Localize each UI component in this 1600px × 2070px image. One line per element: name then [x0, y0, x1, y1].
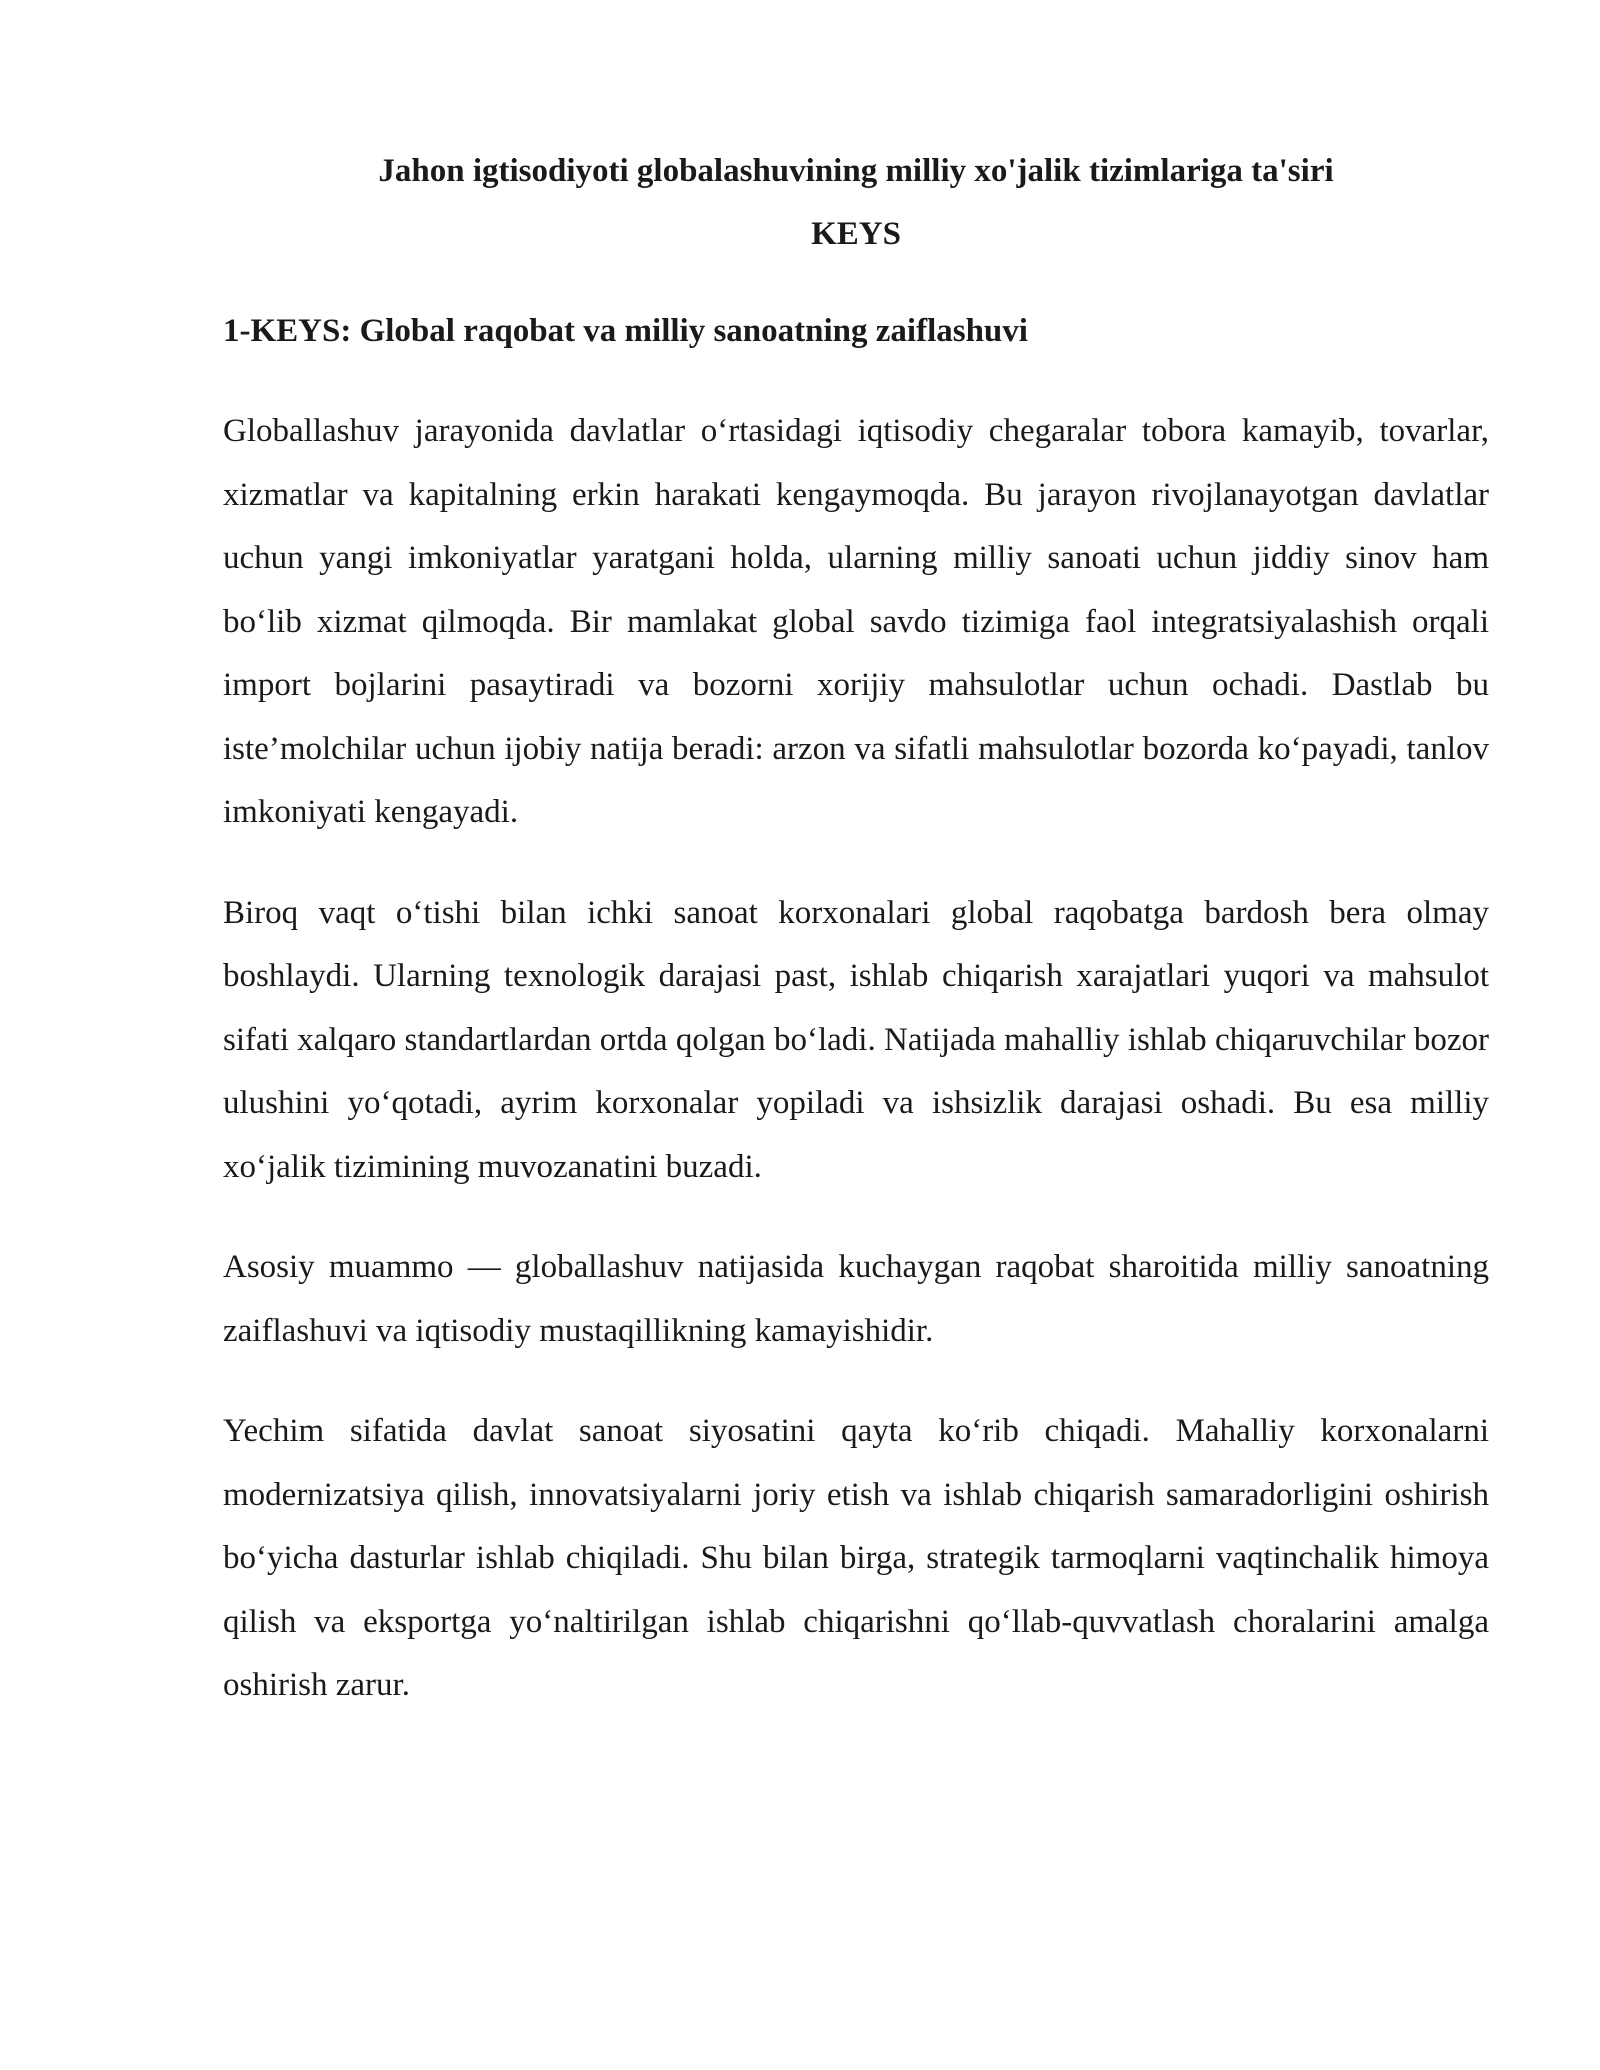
document-title: Jahon igtisodiyoti globalashuvining milliy xo'jalik tizimlariga ta'siri — [378, 153, 1334, 189]
paragraph: Biroq vaqt o‘tishi bilan ichki sanoat korxonalari global raqobatga bardosh bera olmay boshlaydi. Ularning texnologik darajasi past, ishlab chiqarish xarajatlari yuqori va mahsulot sifati xalqaro standartlardan ortda qolgan bo‘ladi. Natijada mahalliy ishlab chiqaruvchilar bozor ulushini yo‘qotadi, ayrim korxonalar yopiladi va ishsizlik darajasi oshadi. Bu esa milliy xo‘jalik tizimining muvozanatini buzadi. — [223, 894, 1489, 1185]
paragraph: Asosiy muammo — globallashuv natijasida kuchaygan raqobat sharoitida milliy sanoatning zaiflashuvi va iqtisodiy mustaqillikning kamayishidir. — [223, 1249, 1489, 1349]
document-body — [223, 140, 1489, 1718]
document-subtitle: KEYS — [811, 216, 901, 252]
paragraph: Globallashuv jarayonida davlatlar o‘rtasidagi iqtisodiy chegaralar tobora kamayib, tovarlar, xizmatlar va kapitalning erkin harakati kengaymoqda. Bu jarayon rivojlanayotgan davlatlar uchun yangi imkoniyatlar yaratgani holda, ularning milliy sanoati uchun jiddiy sinov ham bo‘lib xizmat qilmoqda. Bir mamlakat global savdo tizimiga faol integratsiyalashish orqali import bojlarini pasaytiradi va bozorni xorijiy mahsulotlar uchun ochadi. Dastlab bu iste’molchilar uchun ijobiy natija beradi: arzon va sifatli mahsulotlar bozorda ko‘payadi, tanlov imkoniyati kengayadi. — [223, 413, 1489, 830]
paragraph: Yechim sifatida davlat sanoat siyosatini qayta ko‘rib chiqadi. Mahalliy korxonalarni modernizatsiya qilish, innovatsiyalarni joriy etish va ishlab chiqarish samaradorligini oshirish bo‘yicha dasturlar ishlab chiqiladi. Shu bilan birga, strategik tarmoqlarni vaqtinchalik himoya qilish va eksportga yo‘naltirilgan ishlab chiqarishni qo‘llab-quvvatlash choralarini amalga oshirish zarur. — [223, 1413, 1489, 1703]
section-heading: 1-KEYS: Global raqobat va milliy sanoatning zaiflashuvi — [223, 313, 1028, 349]
